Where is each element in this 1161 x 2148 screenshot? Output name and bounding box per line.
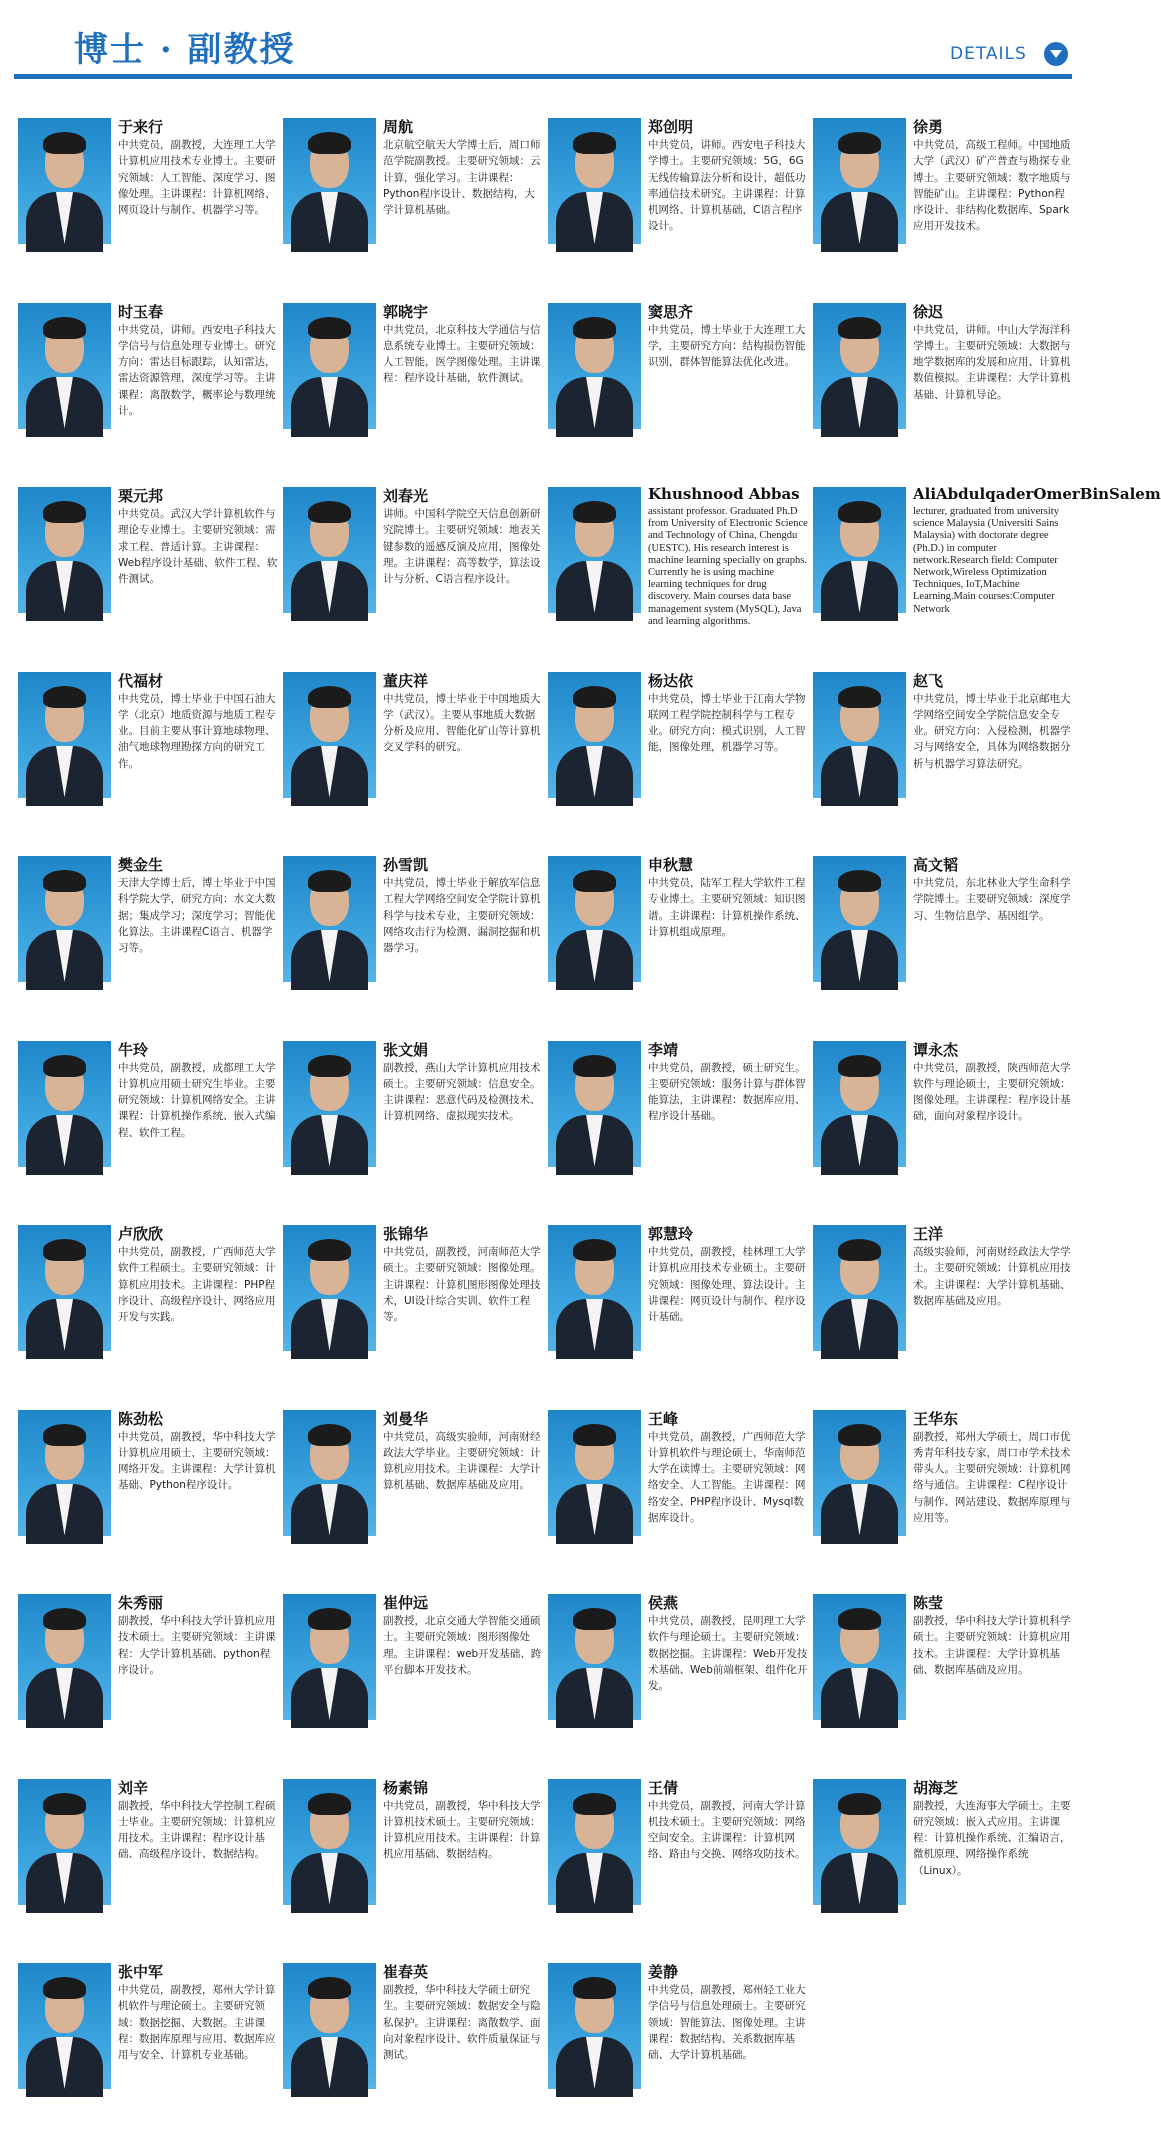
portrait-hair bbox=[43, 132, 86, 154]
faculty-card bbox=[18, 1041, 283, 1226]
faculty-description: 副教授，大连海事大学硕士。主要研究领域：嵌入式应用。主讲课程：计算机操作系统、汇编语言，微机原理、网络操作系统（Linux）。 bbox=[913, 1799, 1071, 1877]
faculty-description: 中共党员，副教授，成都理工大学计算机应用硕士研究生毕业。主要研究领域：计算机网络安全。主讲课程：计算机操作系统、嵌入式编程、软件工程。 bbox=[118, 1061, 276, 1139]
chevron-down-icon[interactable] bbox=[1044, 42, 1068, 66]
faculty-card bbox=[283, 303, 548, 488]
faculty-description: 中共党员，博士毕业于解放军信息工程大学网络空间安全学院计算机科学与技术专业，主要研究领域：网络攻击行为检测、漏洞挖掘和机器学习。 bbox=[383, 877, 541, 955]
faculty-card bbox=[548, 487, 813, 672]
portrait-hair bbox=[573, 1793, 616, 1815]
faculty-description: 中共党员，副教授，广西师范大学计算机软件与理论硕士，华南师范大学在读博士。主要研究领域：网络安全、人工智能。主讲课程：网络安全、PHP程序设计、Mysql数据库设计。 bbox=[648, 1430, 806, 1524]
faculty-card bbox=[548, 303, 813, 488]
faculty-description: 中共党员，博士毕业于北京邮电大学网络空间安全学院信息安全专业。研究方向：入侵检测，机器学习与网络安全，具体为网络数据分析与机器学习算法研究。 bbox=[913, 692, 1071, 770]
faculty-name: 王倩 bbox=[648, 1778, 679, 1797]
page-title: 博士 · 副教授 bbox=[74, 30, 296, 70]
faculty-description: 中共党员，博士毕业于中国石油大学（北京）地质资源与地质工程专业。目前主要从事计算地球物理、油气地球物理勘探方向的研究工作。 bbox=[118, 692, 276, 770]
faculty-card bbox=[813, 1779, 1078, 1964]
faculty-grid bbox=[18, 118, 1161, 2148]
portrait-hair bbox=[43, 686, 86, 708]
faculty-name: 王峰 bbox=[648, 1409, 679, 1428]
faculty-description: 讲师。中国科学院空天信息创新研究院博士。主要研究领域：地表关键参数的遥感反演及应用，图像处理。主讲课程：高等数学，算法设计与分析、C语言程序设计。 bbox=[383, 508, 541, 586]
faculty-card bbox=[548, 1779, 813, 1964]
faculty-card bbox=[283, 1041, 548, 1226]
portrait-hair bbox=[573, 1055, 616, 1077]
faculty-photo bbox=[548, 487, 641, 613]
faculty-description: 中共党员，副教授，大连理工大学计算机应用技术专业博士。主要研究领域：人工智能、深度学习、图像处理。主讲课程：计算机网络、网页设计与制作、机器学习等。 bbox=[118, 139, 276, 217]
faculty-card bbox=[813, 1041, 1078, 1226]
faculty-name: 姜静 bbox=[648, 1963, 679, 1981]
faculty-description: 副教授，华中科技大学计算机应用技术硕士。主要研究领域：主讲课程：大学计算机基础、python程序设计。 bbox=[118, 1615, 276, 1676]
faculty-photo bbox=[813, 672, 906, 798]
faculty-description: 中共党员，副教授，广西师范大学软件工程硕士。主要研究领域：计算机应用技术。主讲课程：PHP程序设计、高级程序设计、网络应用开发与实践。 bbox=[118, 1246, 276, 1324]
faculty-description: 中共党员，东北林业大学生命科学学院博士。主要研究领域：深度学习、生物信息学、基因组学。 bbox=[913, 877, 1071, 922]
faculty-card bbox=[813, 485, 1161, 672]
faculty-name: 周航 bbox=[383, 118, 414, 136]
faculty-description: 中共党员，讲师。中山大学海洋科学博士。主要研究领域：大数据与地学数据库的发展和应用、计算机数值模拟。主讲课程：大学计算机基础、计算机导论。 bbox=[913, 323, 1071, 401]
faculty-card bbox=[18, 1963, 283, 2148]
faculty-photo bbox=[548, 672, 641, 798]
portrait-hair bbox=[838, 1424, 881, 1446]
faculty-card bbox=[283, 1225, 548, 1410]
faculty-photo bbox=[813, 1779, 906, 1905]
faculty-name: 崔春英 bbox=[383, 1963, 429, 1981]
portrait-hair bbox=[838, 1793, 881, 1815]
faculty-name: 高文韬 bbox=[913, 856, 959, 874]
faculty-photo bbox=[18, 856, 111, 982]
faculty-photo bbox=[18, 672, 111, 798]
portrait-hair bbox=[573, 870, 616, 892]
faculty-photo bbox=[18, 487, 111, 613]
portrait-hair bbox=[43, 1977, 86, 1999]
portrait-hair bbox=[573, 686, 616, 708]
faculty-description: 副教授，燕山大学计算机应用技术硕士。主要研究领域：信息安全。主讲课程：恶意代码及检测技术、计算机网络、虚拟现实技术。 bbox=[383, 1061, 541, 1123]
header-divider bbox=[14, 74, 1072, 79]
faculty-photo bbox=[813, 1225, 906, 1351]
portrait-hair bbox=[308, 1608, 351, 1630]
faculty-photo bbox=[283, 1225, 376, 1351]
faculty-photo bbox=[548, 1410, 641, 1536]
faculty-card bbox=[813, 303, 1078, 488]
faculty-name: 王华东 bbox=[913, 1409, 959, 1428]
faculty-card bbox=[18, 1225, 283, 1410]
faculty-photo bbox=[283, 487, 376, 613]
faculty-photo bbox=[548, 1779, 641, 1905]
faculty-name: 胡海芝 bbox=[913, 1778, 959, 1797]
faculty-name: 侯燕 bbox=[648, 1594, 679, 1612]
portrait-hair bbox=[308, 1793, 351, 1815]
faculty-card bbox=[283, 1410, 548, 1595]
faculty-card bbox=[813, 1225, 1078, 1410]
portrait-hair bbox=[43, 1793, 86, 1815]
faculty-photo bbox=[283, 1410, 376, 1536]
faculty-card bbox=[283, 1779, 548, 1964]
portrait-hair bbox=[308, 501, 351, 523]
faculty-description: 中共党员，副教授，昆明理工大学软件与理论硕士。主要研究领域：数据挖掘。主讲课程：Web开发技术基础、Web前端框架、组件化开发。 bbox=[648, 1615, 808, 1693]
faculty-card bbox=[18, 118, 283, 303]
faculty-description: 副教授，华中科技大学硕士研究生。主要研究领域：数据安全与隐私保护。主讲课程：离散数学、面向对象程序设计、软件质量保证与测试。 bbox=[383, 1984, 541, 2062]
portrait-hair bbox=[838, 501, 881, 523]
page-header bbox=[0, 0, 1100, 82]
faculty-name: 陈劲松 bbox=[118, 1409, 164, 1428]
faculty-photo bbox=[813, 1410, 906, 1536]
portrait-hair bbox=[838, 317, 881, 339]
faculty-card bbox=[813, 118, 1078, 303]
faculty-card bbox=[283, 487, 548, 672]
faculty-card bbox=[18, 303, 283, 488]
faculty-description: 中共党员，副教授，华中科技大学计算机应用硕士，主要研究领域：网络开发。主讲课程：大学计算机基础、Python程序设计。 bbox=[118, 1430, 276, 1492]
faculty-photo bbox=[18, 1594, 111, 1720]
faculty-card bbox=[283, 856, 548, 1041]
faculty-card bbox=[18, 856, 283, 1041]
faculty-photo bbox=[283, 1041, 376, 1167]
faculty-description: assistant professor. Graduated Ph.D from University of Electronic Science and Technology of China, Chengdu (UESTC). His research interest is machine learning specially on graphs. Currently he is using machine learning techniques for drug discovery. Main courses data base management system (MySQL), Java and learning algorithms. bbox=[648, 506, 808, 627]
faculty-description: 中共党员，副教授，河南师范大学硕士。主要研究领域：图像处理。主讲课程：计算机图形图像处理技术，UI设计综合实训、软件工程等。 bbox=[383, 1246, 541, 1324]
faculty-name: 栗元邦 bbox=[118, 487, 164, 505]
faculty-name: 郭慧玲 bbox=[648, 1225, 694, 1243]
faculty-name: 郑创明 bbox=[648, 118, 694, 136]
faculty-name: 徐勇 bbox=[913, 118, 944, 136]
faculty-photo bbox=[813, 1594, 906, 1720]
faculty-name: 卢欣欣 bbox=[118, 1225, 164, 1243]
faculty-name: 赵飞 bbox=[913, 671, 944, 690]
faculty-photo bbox=[283, 1594, 376, 1720]
faculty-description: lecturer, graduated from university science Malaysia (Universiti Sains Malaysia) with doctorate degree (Ph.D.) in computer network.Research field: Computer Network,Wireless Optimization Techniques, IoT,Machine Learning.Main courses:Computer Network bbox=[913, 506, 1059, 615]
portrait-hair bbox=[43, 317, 86, 339]
faculty-name: 李靖 bbox=[648, 1040, 679, 1059]
faculty-photo bbox=[283, 303, 376, 429]
faculty-name: 谭永杰 bbox=[913, 1040, 959, 1059]
faculty-photo bbox=[283, 1779, 376, 1905]
faculty-name: 于来行 bbox=[118, 118, 164, 136]
faculty-description: 中共党员，博士毕业于大连理工大学，主要研究方向：结构损伤智能识别，群体智能算法优化改进。 bbox=[648, 323, 806, 369]
portrait-hair bbox=[308, 1977, 351, 1999]
faculty-name: 樊金生 bbox=[118, 856, 164, 874]
faculty-name: 朱秀丽 bbox=[118, 1594, 164, 1612]
faculty-photo bbox=[283, 1963, 376, 2089]
faculty-photo bbox=[813, 303, 906, 429]
portrait-hair bbox=[573, 132, 616, 154]
faculty-card bbox=[283, 118, 548, 303]
faculty-card bbox=[283, 1594, 548, 1779]
faculty-card bbox=[18, 1594, 283, 1779]
faculty-photo bbox=[548, 1041, 641, 1167]
faculty-description: 中共党员，高级实验师，河南财经政法大学毕业。主要研究领域：计算机应用技术。主讲课程：大学计算机基础、数据库基础及应用。 bbox=[383, 1430, 541, 1492]
faculty-description: 副教授，华中科技大学控制工程硕士毕业。主要研究领域：计算机应用技术。主讲课程：程序设计基础、高级程序设计、数据结构。 bbox=[118, 1799, 276, 1861]
faculty-photo bbox=[283, 118, 376, 244]
faculty-description: 天津大学博士后，博士毕业于中国科学院大学，研究方向：水文大数据；集成学习；深度学习；智能优化算法。主讲课程C语言、机器学习等。 bbox=[118, 877, 276, 955]
portrait-hair bbox=[43, 1424, 86, 1446]
faculty-card bbox=[548, 1041, 813, 1226]
portrait-hair bbox=[308, 686, 351, 708]
faculty-name: 董庆祥 bbox=[383, 671, 429, 690]
faculty-card bbox=[813, 856, 1078, 1041]
portrait-hair bbox=[838, 1055, 881, 1077]
faculty-photo bbox=[548, 303, 641, 429]
faculty-name: Khushnood Abbas bbox=[648, 485, 800, 503]
faculty-description: 中共党员，高级工程师。中国地质大学（武汉）矿产普查与勘探专业博士。主要研究领域：数字地质与智能矿山。主讲课程：Python程序设计、非结构化数据库、Spark应用开发技术。 bbox=[913, 139, 1071, 233]
faculty-description: 中共党员，副教授，郑州轻工业大学信号与信息处理硕士。主要研究领域：智能算法、图像处理。主讲课程：数据结构、关系数据库基础、大学计算机基础。 bbox=[648, 1984, 806, 2062]
faculty-card bbox=[548, 118, 813, 303]
portrait-hair bbox=[308, 132, 351, 154]
portrait-hair bbox=[838, 870, 881, 892]
faculty-photo bbox=[813, 118, 906, 244]
faculty-description: 中共党员，副教授，陕西师范大学软件与理论硕士，主要研究领域：图像处理。主讲课程：程序设计基础，面向对象程序设计。 bbox=[913, 1061, 1071, 1123]
faculty-name: 刘曼华 bbox=[383, 1409, 429, 1428]
faculty-description: 中共党员，副教授，河南大学计算机技术硕士。主要研究领域：网络空间安全。主讲课程：计算机网络、路由与交换、网络攻防技术。 bbox=[648, 1799, 806, 1861]
portrait-hair bbox=[838, 1239, 881, 1261]
portrait-hair bbox=[43, 1055, 86, 1077]
faculty-card bbox=[548, 1594, 813, 1779]
faculty-card bbox=[283, 672, 548, 857]
faculty-card bbox=[813, 1410, 1078, 1595]
portrait-hair bbox=[838, 1608, 881, 1630]
portrait-hair bbox=[573, 1977, 616, 1999]
portrait-hair bbox=[43, 1608, 86, 1630]
portrait-hair bbox=[573, 1239, 616, 1261]
portrait-hair bbox=[308, 1424, 351, 1446]
faculty-name: 刘辛 bbox=[118, 1778, 149, 1797]
faculty-photo bbox=[813, 856, 906, 982]
portrait-hair bbox=[308, 1055, 351, 1077]
faculty-photo bbox=[18, 303, 111, 429]
faculty-name: 陈莹 bbox=[913, 1594, 944, 1612]
faculty-name: 张中军 bbox=[118, 1963, 164, 1981]
faculty-photo bbox=[813, 487, 906, 613]
faculty-name: 张文娟 bbox=[383, 1040, 429, 1059]
portrait-hair bbox=[573, 317, 616, 339]
faculty-card bbox=[813, 672, 1078, 857]
faculty-photo bbox=[283, 856, 376, 982]
faculty-description: 中共党员，副教授，硕士研究生。主要研究领域：服务计算与群体智能算法，主讲课程：数据库应用、程序设计基础。 bbox=[648, 1061, 806, 1123]
faculty-name: 时玉春 bbox=[118, 302, 164, 321]
faculty-photo bbox=[18, 1963, 111, 2089]
faculty-photo bbox=[548, 1225, 641, 1351]
faculty-card bbox=[548, 1963, 813, 2148]
faculty-photo bbox=[548, 856, 641, 982]
faculty-card bbox=[548, 856, 813, 1041]
portrait-hair bbox=[308, 317, 351, 339]
faculty-card bbox=[18, 1410, 283, 1595]
faculty-photo bbox=[18, 118, 111, 244]
faculty-name: 王洋 bbox=[913, 1225, 944, 1243]
faculty-name: 刘春光 bbox=[383, 487, 429, 505]
faculty-description: 中共党员，副教授，华中科技大学计算机技术硕士。主要研究领域：计算机应用技术。主讲课程：计算机应用基础、数据结构。 bbox=[383, 1799, 541, 1861]
faculty-description: 中共党员，陆军工程大学软件工程专业博士。主要研究领域：知识图谱。主讲课程：计算机操作系统、计算机组成原理。 bbox=[648, 877, 806, 938]
portrait-hair bbox=[43, 870, 86, 892]
faculty-description: 中共党员。武汉大学计算机软件与理论专业博士。主要研究领域：需求工程、普适计算。主讲课程：Web程序设计基础、软件工程、软件测试。 bbox=[118, 508, 278, 586]
faculty-description: 中共党员，北京科技大学通信与信息系统专业博士。主要研究领域：人工智能，医学图像处理。主讲课程：程序设计基础，软件测试。 bbox=[383, 323, 541, 385]
faculty-name: 孙雪凯 bbox=[383, 856, 429, 874]
faculty-name: 崔仲远 bbox=[383, 1594, 429, 1612]
portrait-hair bbox=[308, 870, 351, 892]
faculty-card bbox=[18, 487, 283, 672]
portrait-hair bbox=[43, 501, 86, 523]
details-link[interactable]: DETAILS bbox=[950, 44, 1027, 64]
faculty-description: 中共党员，博士毕业于中国地质大学（武汉）。主要从事地质大数据分析及应用、智能化矿山等计算机交叉学科的研究。 bbox=[383, 692, 541, 754]
faculty-card bbox=[18, 1779, 283, 1964]
faculty-photo bbox=[548, 1594, 641, 1720]
faculty-photo bbox=[548, 1963, 641, 2089]
faculty-card bbox=[548, 1225, 813, 1410]
faculty-description: 中共党员，副教授，桂林理工大学计算机应用技术专业硕士。主要研究领域：图像处理、算法设计。主讲课程：网页设计与制作、程序设计基础。 bbox=[648, 1246, 806, 1324]
portrait-hair bbox=[308, 1239, 351, 1261]
faculty-photo bbox=[813, 1041, 906, 1167]
faculty-name: 杨素锦 bbox=[383, 1778, 429, 1797]
portrait-hair bbox=[573, 1424, 616, 1446]
faculty-description: 副教授，北京交通大学智能交通硕士。主要研究领域：图形图像处理。主讲课程：web开发基础、跨平台脚本开发技术。 bbox=[383, 1615, 542, 1676]
faculty-name: 张锦华 bbox=[383, 1225, 429, 1243]
faculty-card bbox=[548, 1410, 813, 1595]
faculty-description: 中共党员，讲师。西安电子科技大学博士。主要研究领域：5G，6G无线传输算法分析和设计，超低功率通信技术研究。主讲课程：计算机网络、计算机基础，C语言程序设计。 bbox=[648, 139, 806, 233]
portrait-hair bbox=[838, 686, 881, 708]
faculty-card bbox=[548, 672, 813, 857]
portrait-hair bbox=[838, 132, 881, 154]
faculty-card bbox=[813, 1594, 1078, 1779]
faculty-description: 副教授，华中科技大学计算机科学硕士。主要研究领域：计算机应用技术。主讲课程：大学计算机基础、数据库基础及应用。 bbox=[913, 1615, 1071, 1676]
faculty-description: 中共党员，讲师。西安电子科技大学信号与信息处理专业博士。研究方向：雷达目标跟踪，认知雷达，雷达资源管理，深度学习等。主讲课程：离散数学，概率论与数理统计。 bbox=[118, 323, 276, 417]
faculty-photo bbox=[283, 672, 376, 798]
faculty-photo bbox=[548, 118, 641, 244]
faculty-photo bbox=[18, 1225, 111, 1351]
faculty-name: 徐迟 bbox=[913, 302, 944, 321]
faculty-card bbox=[18, 672, 283, 857]
faculty-name: AliAbdulqaderOmerBinSalem bbox=[913, 485, 1161, 503]
faculty-name: 杨达依 bbox=[648, 671, 694, 690]
portrait-hair bbox=[573, 1608, 616, 1630]
faculty-description: 高级实验师，河南财经政法大学学士。主要研究领域：计算机应用技术。主讲课程：大学计算机基础、数据库基础及应用。 bbox=[913, 1246, 1071, 1307]
faculty-photo bbox=[18, 1779, 111, 1905]
faculty-description: 北京航空航天大学博士后，周口师范学院副教授。主要研究领域：云计算，强化学习。主讲课程：Python程序设计、数据结构，大学计算机基础。 bbox=[383, 139, 541, 217]
faculty-description: 副教授，郑州大学硕士，周口市优秀青年科技专家，周口市学术技术带头人。主要研究领域：计算机网络与通信。主讲课程：C程序设计与制作、网站建设、数据库原理与应用等。 bbox=[913, 1430, 1071, 1524]
faculty-name: 代福材 bbox=[118, 671, 164, 690]
faculty-description: 中共党员，博士毕业于江南大学物联网工程学院控制科学与工程专业。研究方向：模式识别，人工智能，图像处理，机器学习等。 bbox=[648, 692, 806, 754]
faculty-name: 申秋慧 bbox=[648, 856, 694, 874]
faculty-name: 郭晓宇 bbox=[383, 302, 429, 321]
faculty-photo bbox=[18, 1410, 111, 1536]
portrait-hair bbox=[43, 1239, 86, 1261]
faculty-name: 牛玲 bbox=[118, 1040, 149, 1059]
faculty-name: 窦思齐 bbox=[648, 302, 694, 321]
faculty-description: 中共党员，副教授，郑州大学计算机软件与理论硕士。主要研究领域：数据挖掘、大数据。主讲课程：数据库原理与应用、数据库应用与安全、计算机专业基础。 bbox=[118, 1984, 276, 2062]
portrait-hair bbox=[573, 501, 616, 523]
faculty-card bbox=[283, 1963, 548, 2148]
faculty-photo bbox=[18, 1041, 111, 1167]
